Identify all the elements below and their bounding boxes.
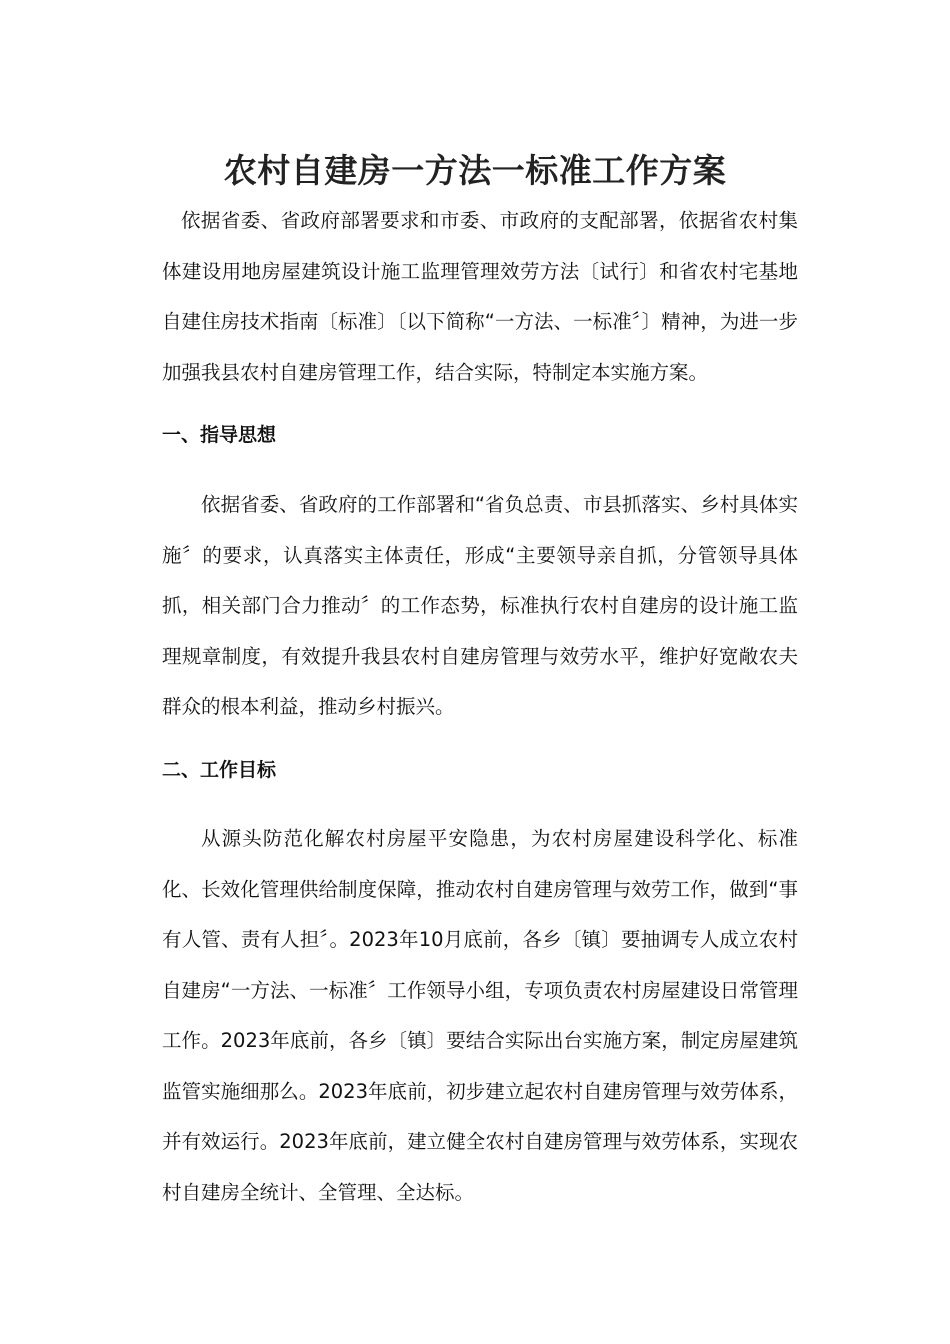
section-heading-work-goals: 二、工作目标 — [162, 759, 277, 781]
section-body-work-goals: 从源头防范化解农村房屋平安隐患，为农村房屋建设科学化、标准化、长效化管理供给制度保障，推动农村自建房管理与效劳工作，做到“事有人管、责有人担〞。2023年10月底前，各乡〔镇〕要抽调专人成立农村自建房“一方法、一标准〞工作领导小组，专项负责农村房屋建设日常管理工作。2023年底前，各乡〔镇〕要结合实际出台实施方案，制定房屋建筑监管实施细那么。2023年底前，初步建立起农村自建房管理与效劳体系，并有效运行。2023年底前，建立健全农村自建房管理与效劳体系，实现农村自建房全统计、全管理、全达标。 — [162, 827, 798, 1204]
section-heading-guiding-ideology: 一、指导思想 — [162, 424, 277, 446]
section-body-guiding-ideology: 依据省委、省政府的工作部署和“省负总责、市县抓落实、乡村具体实施〞的要求，认真落实主体责任，形成“主要领导亲自抓，分管领导具体抓，相关部门合力推动〞的工作态势，标准执行农村自建房的设计施工监理规章制度，有效提升我县农村自建房管理与效劳水平，维护好宽敞农夫群众的根本利益，推动乡村振兴。 — [162, 493, 798, 718]
intro-paragraph: 依据省委、省政府部署要求和市委、市政府的支配部署，依据省农村集体建设用地房屋建筑设计施工监理管理效劳方法〔试行〕和省农村宅基地自建住房技术指南〔标准〕〔以下简称“一方法、一标准〞〕精神，为进一步加强我县农村自建房管理工作，结合实际，特制定本实施方案。 — [162, 209, 798, 384]
document-title: 农村自建房一方法一标准工作方案 — [223, 151, 727, 191]
